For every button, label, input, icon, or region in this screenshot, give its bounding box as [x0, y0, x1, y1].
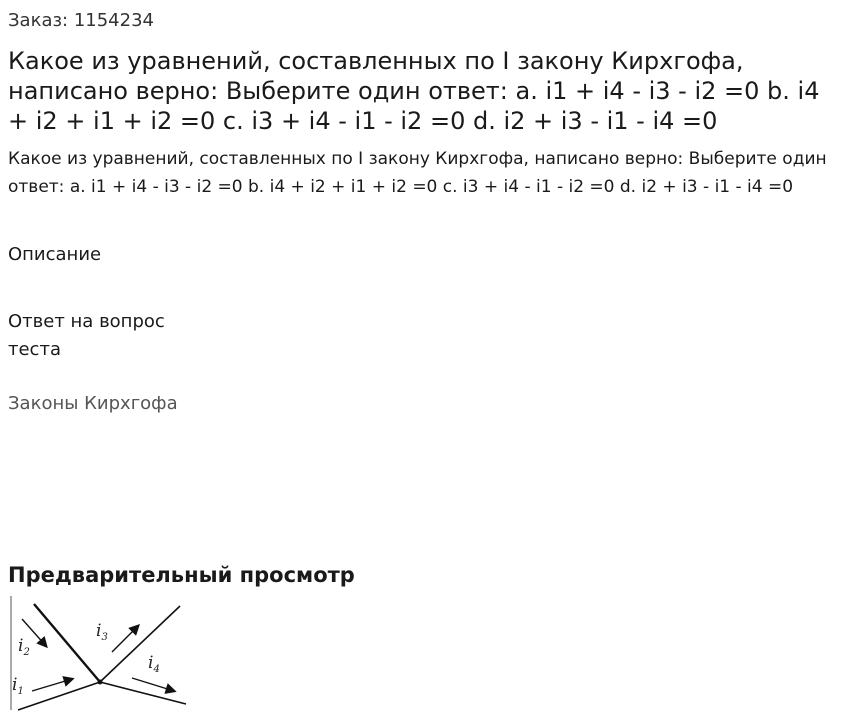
arrow-i2 — [22, 619, 46, 646]
description-heading: Описание — [8, 244, 102, 265]
label-i3: $i_3$ — [96, 621, 108, 643]
answer-text: Ответ на вопрос теста — [8, 311, 165, 360]
label-i4: $i_4$ — [148, 653, 160, 675]
arrow-i3 — [112, 626, 138, 652]
wire-i4 — [100, 682, 186, 704]
kirchhoff-node-diagram — [8, 594, 192, 712]
label-i2: $i_2$ — [18, 636, 30, 658]
preview-heading: Предварительный просмотр — [8, 563, 355, 587]
question-title: Какое из уравнений, составленных по I закону Кирхгофа, написано верно: Выберите один ответ: a. i1 + i4 - i3 - i2 =0 b. i4 + i2 + i1 + i2 =0 c. i3 + i4 - i1 - i2 =0 d. i2 + i3 - i1 - i4 =0 — [8, 47, 820, 135]
wire-i1 — [18, 682, 100, 710]
topic-link[interactable]: Законы Кирхгофа — [8, 393, 178, 414]
label-i1: $i_1$ — [12, 675, 24, 697]
order-number: Заказ: 1154234 — [8, 10, 154, 31]
question-text: Какое из уравнений, составленных по I закону Кирхгофа, написано верно: Выберите один ответ: a. i1 + i4 - i3 - i2 =0 b. i4 + i2 + i1 + i2 =0 c. i3 + i4 - i1 - i2 =0 d. i2 + i3 - i1 - i4 =0 — [8, 149, 827, 197]
node-point — [98, 680, 103, 685]
wire-i3 — [100, 606, 180, 682]
arrow-i1 — [32, 679, 72, 691]
arrow-i4 — [132, 678, 174, 691]
